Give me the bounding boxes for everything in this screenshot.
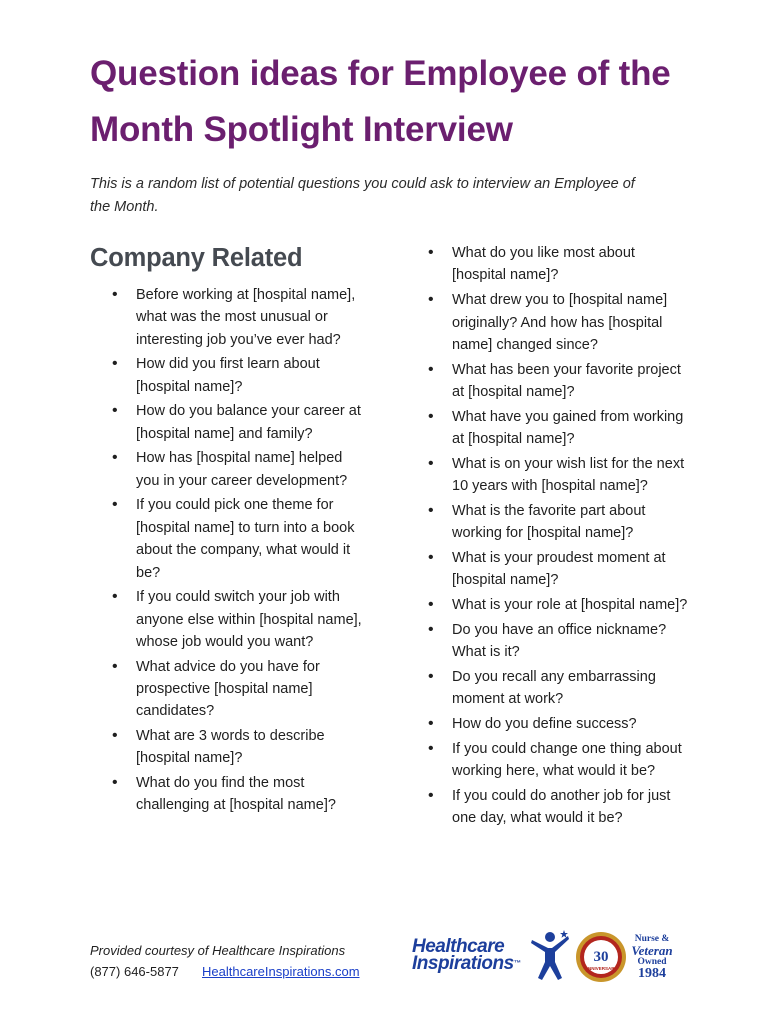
list-item: • What has been your favorite project at [hospital name]?	[452, 359, 688, 404]
list-item: • What advice do you have for prospective [hospital name] candidates?	[136, 656, 368, 723]
list-item: • What is on your wish list for the next 10 years with [hospital name]?	[452, 453, 688, 498]
list-item: • What is the favorite part about working for [hospital name]?	[452, 500, 688, 545]
list-item: • How do you define success?	[452, 713, 688, 735]
list-item: • What have you gained from working at [hospital name]?	[452, 406, 688, 451]
list-item: • Do you recall any embarrassing moment at work?	[452, 666, 688, 711]
badge-label: ANNIVERSARY	[584, 966, 618, 971]
anniversary-badge-icon	[574, 930, 628, 984]
vet-line-1: Nurse &	[634, 934, 670, 944]
list-item: • How do you balance your career at [hospital name] and family?	[136, 400, 368, 445]
list-item: • If you could switch your job with anyone else within [hospital name], whose job would you want?	[136, 586, 368, 653]
list-item: • What drew you to [hospital name] originally? And how has [hospital name] changed since?	[452, 289, 688, 356]
list-item: • What do you like most about [hospital name]?	[452, 242, 688, 287]
footer-credit: Provided courtesy of Healthcare Inspirations	[90, 943, 346, 958]
page-title: Question ideas for Employee of the Month Spotlight Interview	[90, 54, 671, 149]
question-list-right	[452, 242, 688, 832]
list-item: • What are 3 words to describe [hospital name]?	[136, 725, 368, 770]
footer-phone: (877) 646-5877	[90, 964, 179, 979]
list-item: • If you could change one thing about working here, what would it be?	[452, 738, 688, 783]
logo-line-1: Healthcare	[412, 936, 505, 957]
healthcare-inspirations-logo	[410, 926, 572, 986]
section-heading-company-related: Company Related	[90, 244, 303, 272]
question-list-left	[136, 284, 368, 819]
badge-number: 30	[593, 949, 609, 965]
vet-line-3: Owned	[637, 957, 667, 967]
list-item: • How did you first learn about [hospital name]?	[136, 353, 368, 398]
nurse-veteran-owned-mark	[630, 934, 674, 986]
footer	[90, 940, 410, 982]
list-item: • What do you find the most challenging at [hospital name]?	[136, 772, 368, 817]
website-link[interactable]: HealthcareInspirations.com	[202, 964, 360, 979]
list-item: • What is your role at [hospital name]?	[452, 594, 688, 616]
list-item: • If you could do another job for just one day, what would it be?	[452, 785, 688, 830]
list-item: • Before working at [hospital name], what was the most unusual or interesting job you’ve ever had?	[136, 284, 368, 351]
list-item: • How has [hospital name] helped you in your career development?	[136, 447, 368, 492]
intro-text: This is a random list of potential questions you could ask to interview an Employee of the Month.	[90, 176, 635, 215]
logo-wordmark	[412, 938, 520, 972]
vet-line-4: 1984	[638, 966, 666, 981]
figure-icon	[528, 928, 572, 984]
list-item: • Do you have an office nickname? What is it?	[452, 619, 688, 664]
trademark-symbol: ™	[513, 960, 521, 967]
list-item: • What is your proudest moment at [hospital name]?	[452, 547, 688, 592]
vet-line-2: Veteran	[631, 943, 673, 958]
logo-line-2: Inspirations	[412, 953, 514, 974]
list-item: • If you could pick one theme for [hospital name] to turn into a book about the company, what would it be?	[136, 494, 368, 584]
